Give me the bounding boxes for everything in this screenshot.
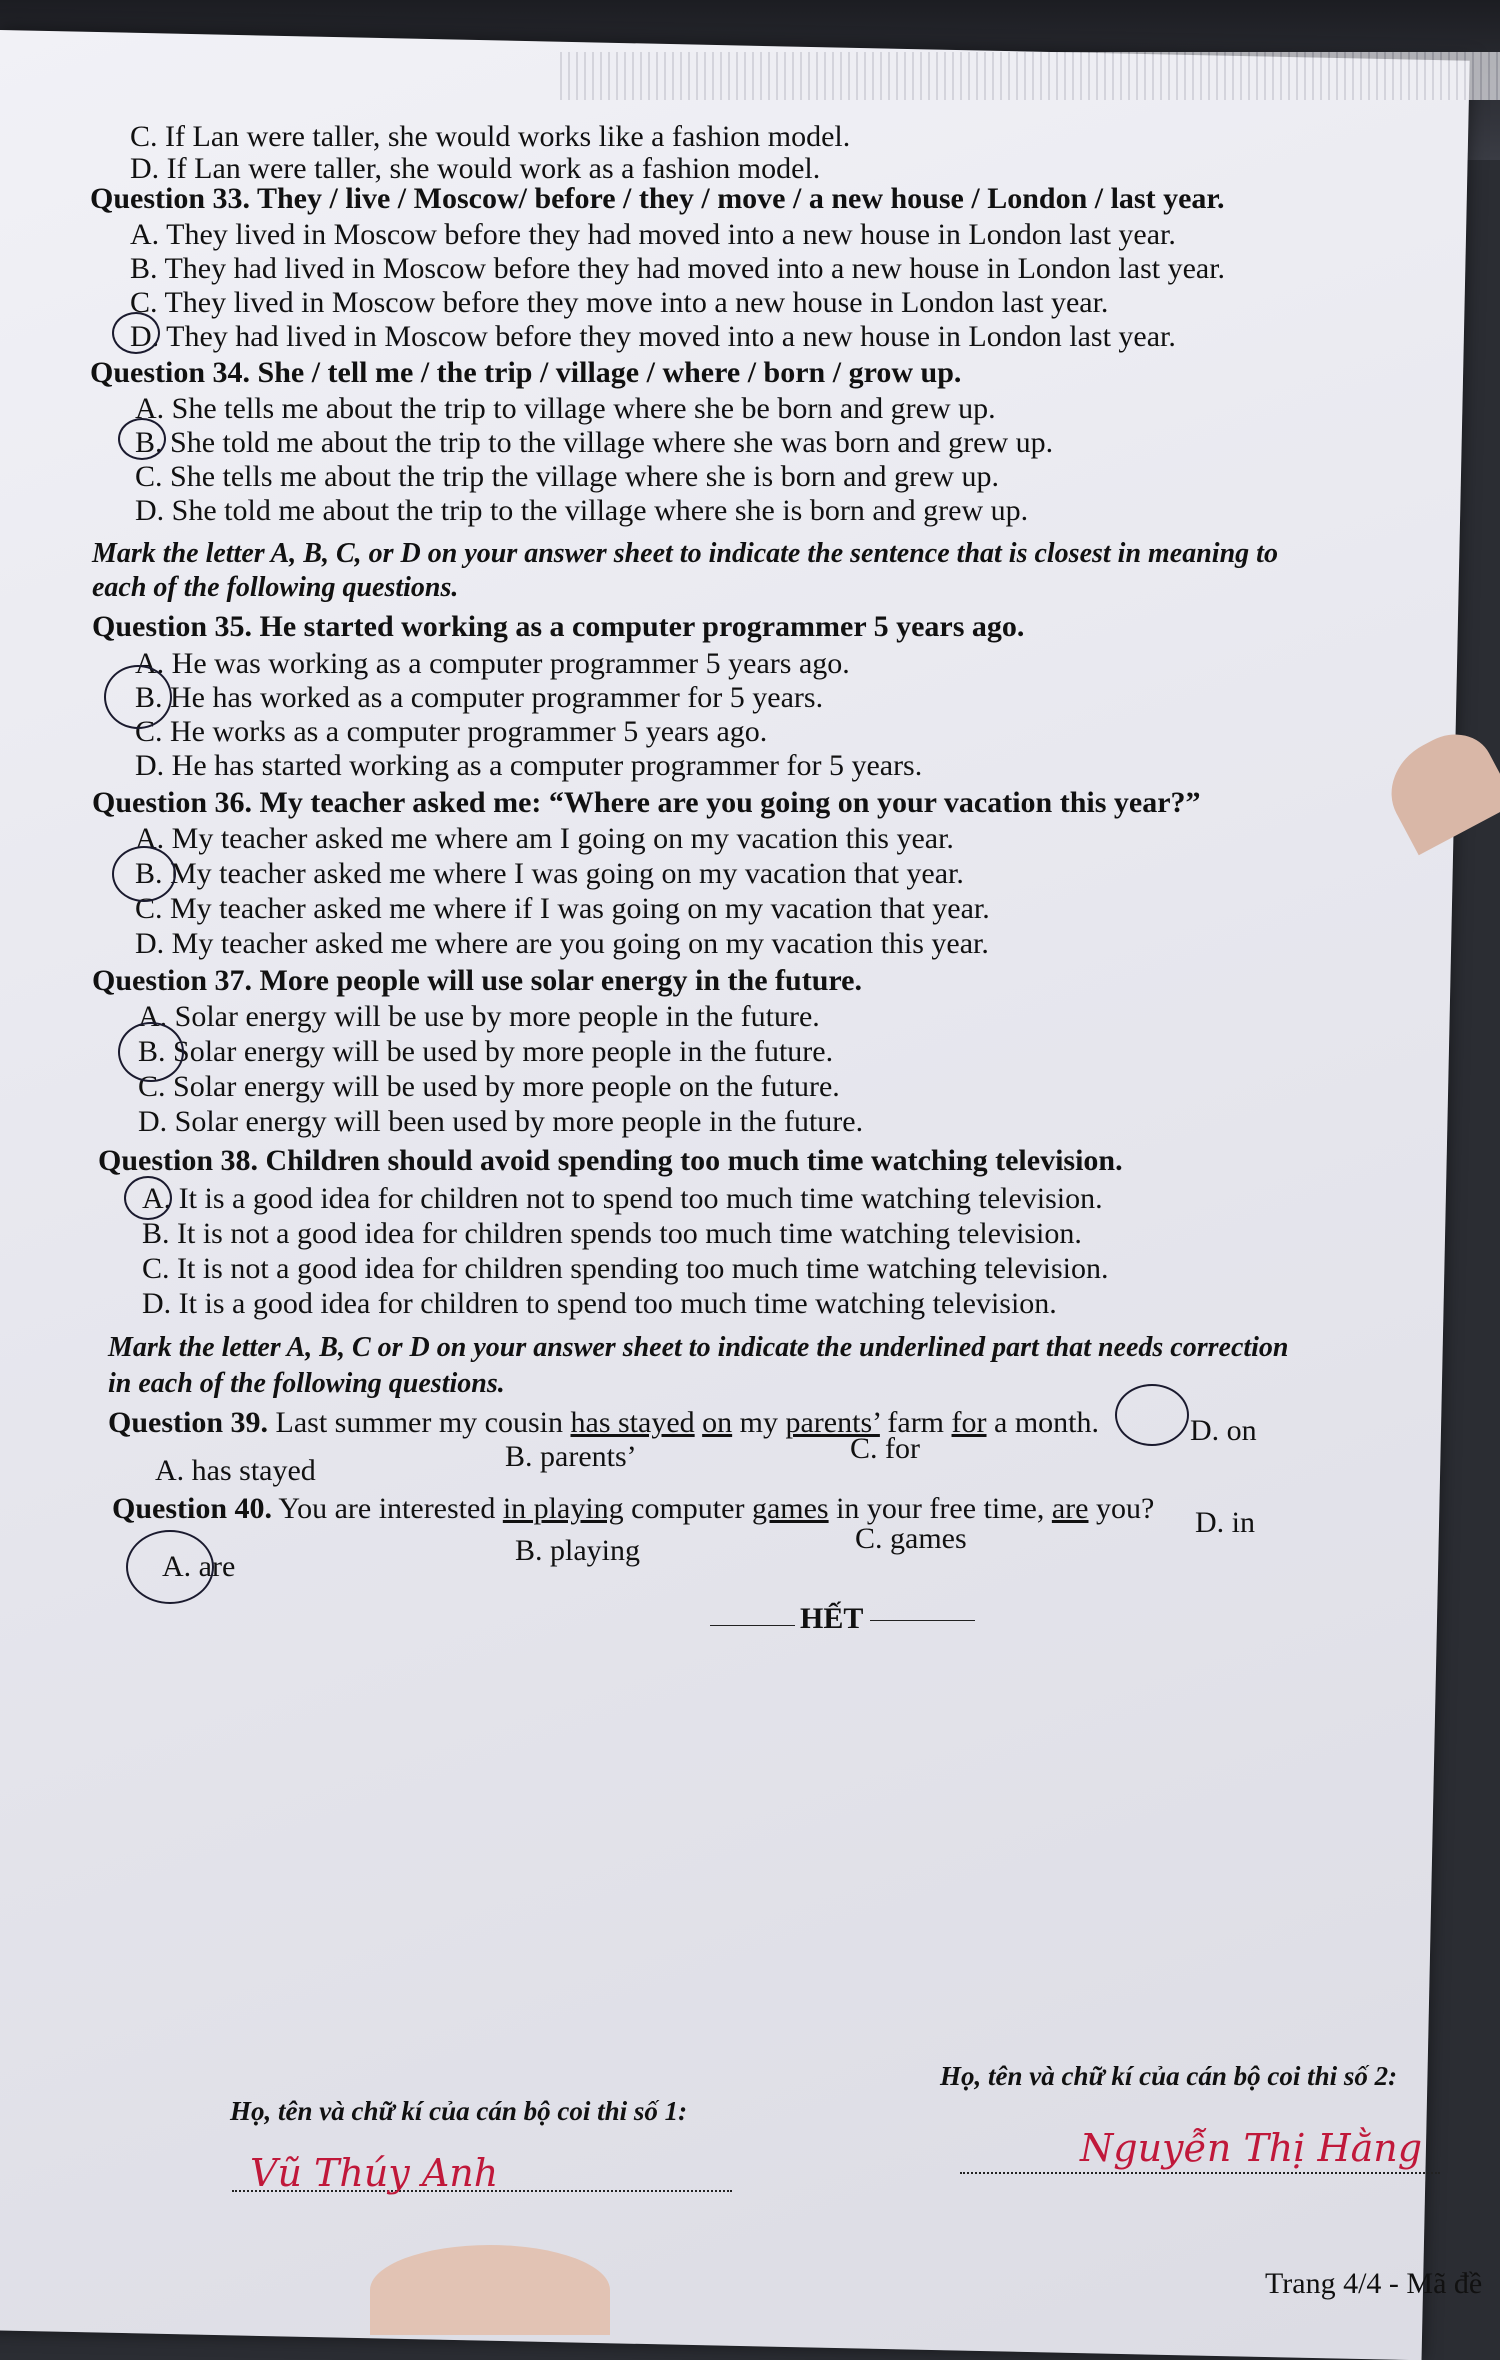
answer-circle-q35: [104, 665, 172, 729]
question-35-option-a: A. He was working as a computer programmer 5 years ago.: [135, 647, 850, 680]
q40-underline-a: are: [1051, 1492, 1089, 1525]
q39-underline-b: parents’: [785, 1406, 880, 1439]
instruction-correction-line1: Mark the letter A, B, C or D on your answer sheet to indicate the underlined part that needs correction: [108, 1332, 1289, 1363]
question-39-option-b: B. parents’: [505, 1440, 637, 1473]
question-34-stem: Question 34. She / tell me / the trip / village / where / born / grow up.: [90, 356, 962, 389]
question-38-option-a: A. It is a good idea for children not to spend too much time watching television.: [142, 1182, 1103, 1215]
end-mark: HẾT: [800, 1602, 864, 1635]
answer-circle-q38: [124, 1176, 172, 1220]
question-39-option-d: D. on: [1190, 1414, 1257, 1447]
q39-underline-d: on: [702, 1406, 733, 1439]
question-33-stem: Question 33. They / live / Moscow/ before / they / move / a new house / London / last year.: [90, 182, 1225, 215]
question-33-option-b: B. They had lived in Moscow before they had moved into a new house in London last year.: [130, 252, 1226, 285]
q40-text: in your free time,: [828, 1492, 1052, 1525]
option-letter: D.: [130, 152, 160, 185]
question-40-stem: [112, 1490, 1154, 1528]
question-37-option-c: C. Solar energy will be used by more people on the future.: [138, 1070, 840, 1103]
question-38-stem: Question 38. Children should avoid spending too much time watching television.: [98, 1144, 1123, 1177]
question-38-option-c: C. It is not a good idea for children spending too much time watching television.: [142, 1252, 1109, 1285]
question-33-option-d: D. They had lived in Moscow before they moved into a new house in London last year.: [130, 320, 1176, 353]
option-text: If Lan were taller, she would works like a fashion model.: [165, 120, 851, 153]
question-37-option-a: A. Solar energy will be use by more people in the future.: [138, 1000, 820, 1033]
question-35-option-c: C. He works as a computer programmer 5 years ago.: [135, 715, 768, 748]
question-34-option-d: D. She told me about the trip to the village where she is born and grew up.: [135, 494, 1029, 527]
question-36-option-d: D. My teacher asked me where are you going on my vacation this year.: [135, 927, 989, 960]
question-38-option-d: D. It is a good idea for children to spend too much time watching television.: [142, 1287, 1057, 1320]
proctor-2-signature: Nguyễn Thị Hằng: [1080, 2126, 1423, 2170]
question-40-option-b: B. playing: [515, 1534, 640, 1567]
answer-circle-q33: [112, 312, 160, 354]
page-footer: Trang 4/4 - Mã đề: [1265, 2267, 1483, 2300]
question-36-option-c: C. My teacher asked me where if I was going on my vacation that year.: [135, 892, 990, 925]
answer-circle-q34: [118, 418, 166, 460]
question-37-stem: Question 37. More people will use solar energy in the future.: [92, 964, 862, 997]
answer-circle-q37: [118, 1022, 184, 1082]
q39-text: my: [732, 1406, 786, 1439]
question-40-option-a: A. are: [162, 1550, 236, 1583]
question-36-option-b: B. My teacher asked me where I was going on my vacation that year.: [135, 857, 964, 890]
fingertip-bottom: [370, 2245, 610, 2335]
question-34-option-a: A. She tells me about the trip to village where she be born and grew up.: [135, 392, 996, 425]
q40-underline-c: games: [751, 1492, 829, 1525]
question-38-option-b: B. It is not a good idea for children spends too much time watching television.: [142, 1217, 1082, 1250]
question-35-option-d: D. He has started working as a computer programmer for 5 years.: [135, 749, 923, 782]
question-36-option-a: A. My teacher asked me where am I going on my vacation this year.: [135, 822, 954, 855]
question-39-option-c: C. for: [850, 1432, 920, 1465]
question-35-option-b: B. He has worked as a computer programmer for 5 years.: [135, 681, 824, 714]
proctor-1-label: Họ, tên và chữ kí của cán bộ coi thi số 1:: [230, 2096, 688, 2126]
q40-text: computer: [623, 1492, 752, 1525]
q39-underline-c: for: [951, 1406, 987, 1439]
question-33-option-a: A. They lived in Moscow before they had moved into a new house in London last year.: [130, 218, 1176, 251]
proctor-1-signature: Vũ Thúy Anh: [250, 2151, 499, 2195]
option-text: If Lan were taller, she would work as a fashion model.: [166, 152, 821, 185]
q39-text: a month.: [986, 1406, 1100, 1439]
q39-underline-a: has stayed: [570, 1406, 695, 1439]
question-39-stem: [108, 1404, 1099, 1442]
answer-circle-q39: [1115, 1384, 1189, 1446]
question-33-option-c: C. They lived in Moscow before they move into a new house in London last year.: [130, 286, 1109, 319]
question-39-option-a: A. has stayed: [155, 1454, 316, 1487]
instruction-meaning-line2: each of the following questions.: [92, 572, 459, 603]
instruction-meaning-line1: Mark the letter A, B, C, or D on your answer sheet to indicate the sentence that is closest in meaning to: [92, 538, 1278, 569]
answer-circle-q36: [112, 846, 176, 902]
end-rule-right: [870, 1620, 975, 1621]
question-40-option-c: C. games: [855, 1522, 967, 1555]
question-40-option-d: D. in: [1195, 1506, 1255, 1539]
question-37-option-d: D. Solar energy will been used by more people in the future.: [138, 1105, 864, 1138]
end-rule-left: [710, 1625, 795, 1626]
question-34-option-c: C. She tells me about the trip the village where she is born and grew up.: [135, 460, 999, 493]
question-39-label: Question 39.: [108, 1406, 269, 1439]
option-letter: C.: [130, 120, 158, 153]
question-40-label: Question 40.: [112, 1492, 273, 1525]
instruction-correction-line2: in each of the following questions.: [108, 1368, 505, 1399]
q40-text: you?: [1088, 1492, 1155, 1525]
answer-circle-q40: [126, 1530, 214, 1604]
question-34-option-b: B. She told me about the trip to the village where she was born and grew up.: [135, 426, 1054, 459]
q39-text: Last summer my cousin: [275, 1406, 571, 1439]
question-35-stem: Question 35. He started working as a computer programmer 5 years ago.: [92, 610, 1025, 643]
q40-text: You are interested: [278, 1492, 503, 1525]
proctor-2-label: Họ, tên và chữ kí của cán bộ coi thi số 2:: [940, 2061, 1398, 2091]
q40-underline-b: in playing: [502, 1492, 624, 1525]
question-36-stem: Question 36. My teacher asked me: “Where are you going on your vacation this year?”: [92, 786, 1201, 819]
question-37-option-b: B. Solar energy will be used by more people in the future.: [138, 1035, 834, 1068]
q39-text: farm: [879, 1406, 952, 1439]
